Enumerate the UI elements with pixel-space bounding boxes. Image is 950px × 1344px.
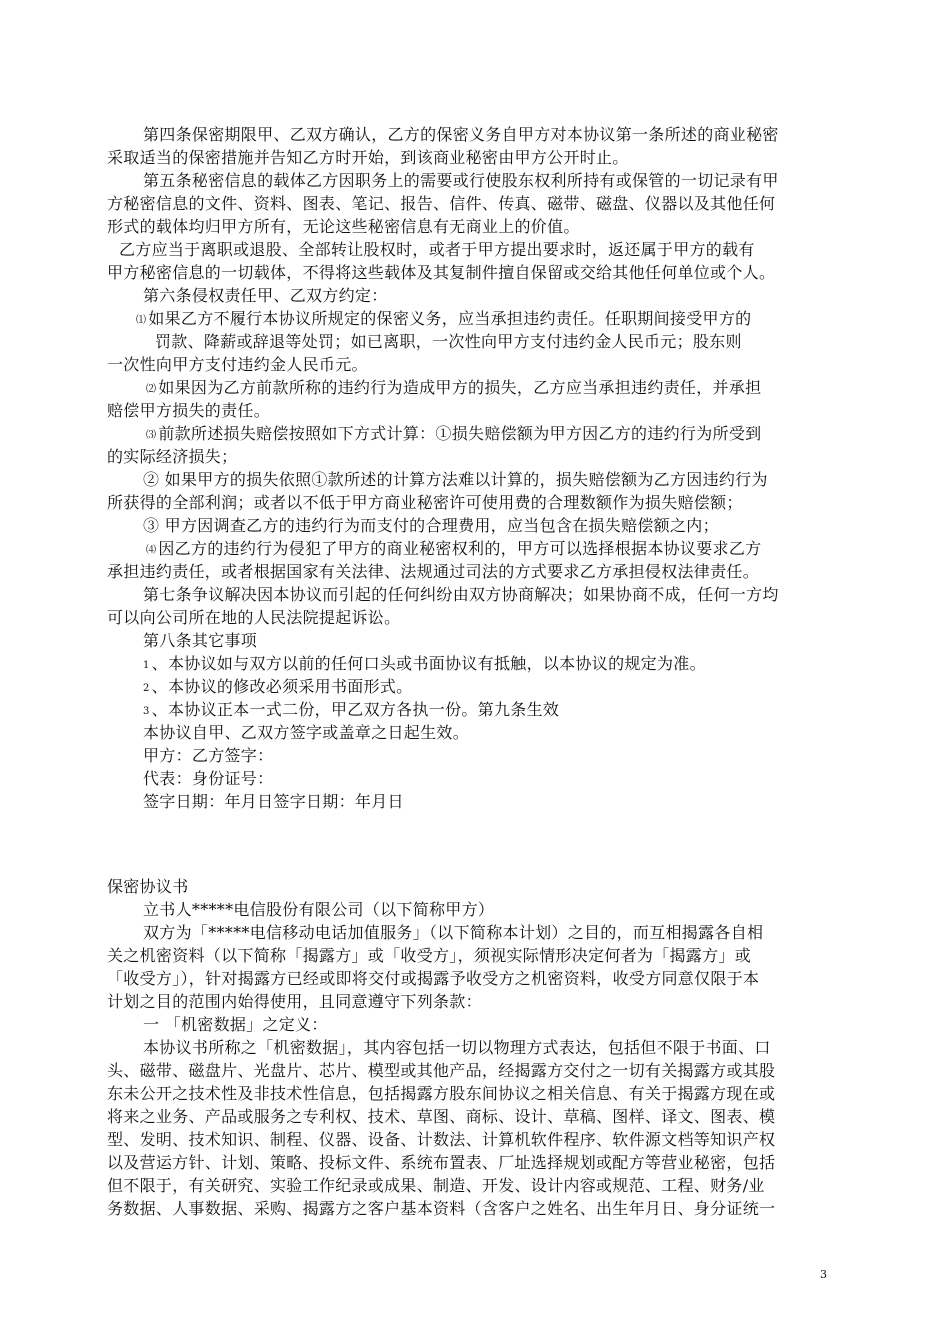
clause-3c: ③ 甲方因调查乙方的违约行为而支付的合理费用，应当包含在损失赔偿额之内；	[143, 516, 719, 535]
definition-line-4: 将来之业务、产品或服务之专利权、技术、草图、商标、设计、草稿、图样、译文、图表、模	[107, 1107, 776, 1126]
clause-1-number: ⑴	[136, 315, 147, 326]
definition-line-1: 本协议书所称之「机密数据」，其内容包括一切以物理方式表达，包括但不限于书面、口	[143, 1038, 771, 1057]
definition-line-3: 东未公开之技术性及非技术性信息，包括揭露方股东间协议之相关信息、有关于揭露方现在或	[107, 1084, 776, 1103]
agreement-line-3: 关之机密资料（以下简称「揭露方」或「收受方」，须视实际情形决定何者为「揭露方」或	[107, 946, 752, 965]
article-5-line-1: 第五条秘密信息的载体乙方因职务上的需要或行使股东权利所持有或保管的一切记录有甲	[143, 171, 779, 190]
article-5b-line-1: 乙方应当于离职或退股、全部转让股权时，或者于甲方提出要求时，返还属于甲方的载有	[119, 240, 755, 259]
clause-1-line-2: 罚款、降薪或辞退等处罚；如已离职，一次性向甲方支付违约金人民币元；股东则	[155, 332, 742, 351]
article-6-heading: 第六条侵权责任甲、乙双方约定：	[143, 286, 388, 305]
definition-line-2: 头、磁带、磁盘片、光盘片、芯片、模型或其他产品，经揭露方交付之一切有关揭露方或其股	[107, 1061, 776, 1080]
clause-4-line-1: ⑷ 因乙方的违约行为侵犯了甲方的商业秘密权利的，甲方可以选择根据本协议要求乙方	[146, 539, 762, 558]
clause-4-line-2: 承担违约责任，或者根据国家有关法律、法规通过司法的方式要求乙方承担侵权法律责任。	[107, 562, 760, 581]
article-7-line-1: 第七条争议解决因本协议而引起的任何纠纷由双方协商解决；如果协商不成，任何一方均	[143, 585, 779, 604]
agreement-line-2: 双方为「*****电信移动电话加值服务」（以下简称本计划）之目的，而互相揭露各自相	[143, 923, 764, 942]
clause-3-line-2: 的实际经济损失；	[107, 447, 238, 466]
article-7-line-2: 可以向公司所在地的人民法院提起诉讼。	[107, 608, 401, 627]
signature-date-line: 签字日期：年月日签字日期：年月日	[143, 792, 404, 811]
clause-3b-line-1: ② 如果甲方的损失依照①款所述的计算方法难以计算的，损失赔偿额为乙方因违约行为	[143, 470, 768, 489]
page-number: 3	[820, 1268, 827, 1281]
agreement-title: 保密协议书	[107, 877, 189, 896]
article-4-line-2: 采取适当的保密措施并告知乙方时开始，到该商业秘密由甲方公开时止。	[107, 148, 629, 167]
clause-3-line-1: ⑶ 前款所述损失赔偿按照如下方式计算：①损失赔偿额为甲方因乙方的违约行为所受到	[146, 424, 762, 443]
clause-1-line-3: 一次性向甲方支付违约金人民币元。	[107, 355, 368, 374]
clause-4-number: ⑷	[146, 545, 157, 556]
clause-3b-line-2: 所获得的全部利润；或者以不低于甲方商业秘密许可使用费的合理数额作为损失赔偿额；	[107, 493, 743, 512]
definition-line-5: 型、发明、技术知识、制程、仪器、设备、计数法、计算机软件程序、软件源文档等知识产权	[107, 1130, 776, 1149]
article-9-text: 本协议自甲、乙双方签字或盖章之日起生效。	[143, 723, 470, 742]
clause-2-line-1: ⑵ 如果因为乙方前款所称的违约行为造成甲方的损失，乙方应当承担违约责任，并承担	[146, 378, 762, 397]
clause-2-line-2: 赔偿甲方损失的责任。	[107, 401, 271, 420]
signature-line-1: 甲方：乙方签字：	[143, 746, 274, 765]
article-5-line-2: 方秘密信息的文件、资料、图表、笔记、报告、信件、传真、磁带、磁盘、仪器以及其他任何	[107, 194, 776, 213]
definition-line-6: 以及营运方针、计划、策略、投标文件、系统布置表、厂址选择规划或配方等营业秘密，包括	[107, 1153, 776, 1172]
clause-2-number: ⑵	[146, 384, 157, 395]
definition-line-8: 务数据、人事数据、采购、揭露方之客户基本资料（含客户之姓名、出生年月日、身分证统一	[107, 1199, 776, 1218]
clause-1-line-1: ⑴ 如果乙方不履行本协议所规定的保密义务，应当承担违约责任。任职期间接受甲方的	[136, 309, 752, 328]
article-4-line-1: 第四条保密期限甲、乙双方确认，乙方的保密义务自甲方对本协议第一条所述的商业秘密	[143, 125, 779, 144]
article-8-heading: 第八条其它事项	[143, 631, 258, 650]
agreement-line-4: 「收受方」），针对揭露方已经或即将交付或揭露予收受方之机密资料，收受方同意仅限于本	[107, 969, 760, 988]
agreement-line-1: 立书人*****电信股份有限公司（以下简称甲方）	[143, 900, 495, 919]
item-3: 3 、本协议正本一式二份，甲乙双方各执一份。第九条生效	[143, 700, 560, 719]
article-5b-line-2: 甲方秘密信息的一切载体，不得将这些载体及其复制件擅自保留或交给其他任何单位或个人。	[107, 263, 776, 282]
clause-3-number: ⑶	[146, 430, 157, 441]
definition-heading: 一 「机密数据」之定义：	[143, 1015, 328, 1034]
item-2: 2 、本协议的修改必须采用书面形式。	[143, 677, 413, 696]
definition-line-7: 但不限于，有关研究、实验工作纪录或成果、制造、开发、设计内容或规范、工程、财务/业	[107, 1176, 765, 1195]
article-5-line-3: 形式的载体均归甲方所有，无论这些秘密信息有无商业上的价值。	[107, 217, 580, 236]
signature-line-2: 代表：身份证号：	[143, 769, 274, 788]
agreement-line-5: 计划之目的范围内始得使用，且同意遵守下列条款：	[107, 992, 482, 1011]
item-1: 1 、本协议如与双方以前的任何口头或书面协议有抵触，以本协议的规定为准。	[143, 654, 706, 673]
